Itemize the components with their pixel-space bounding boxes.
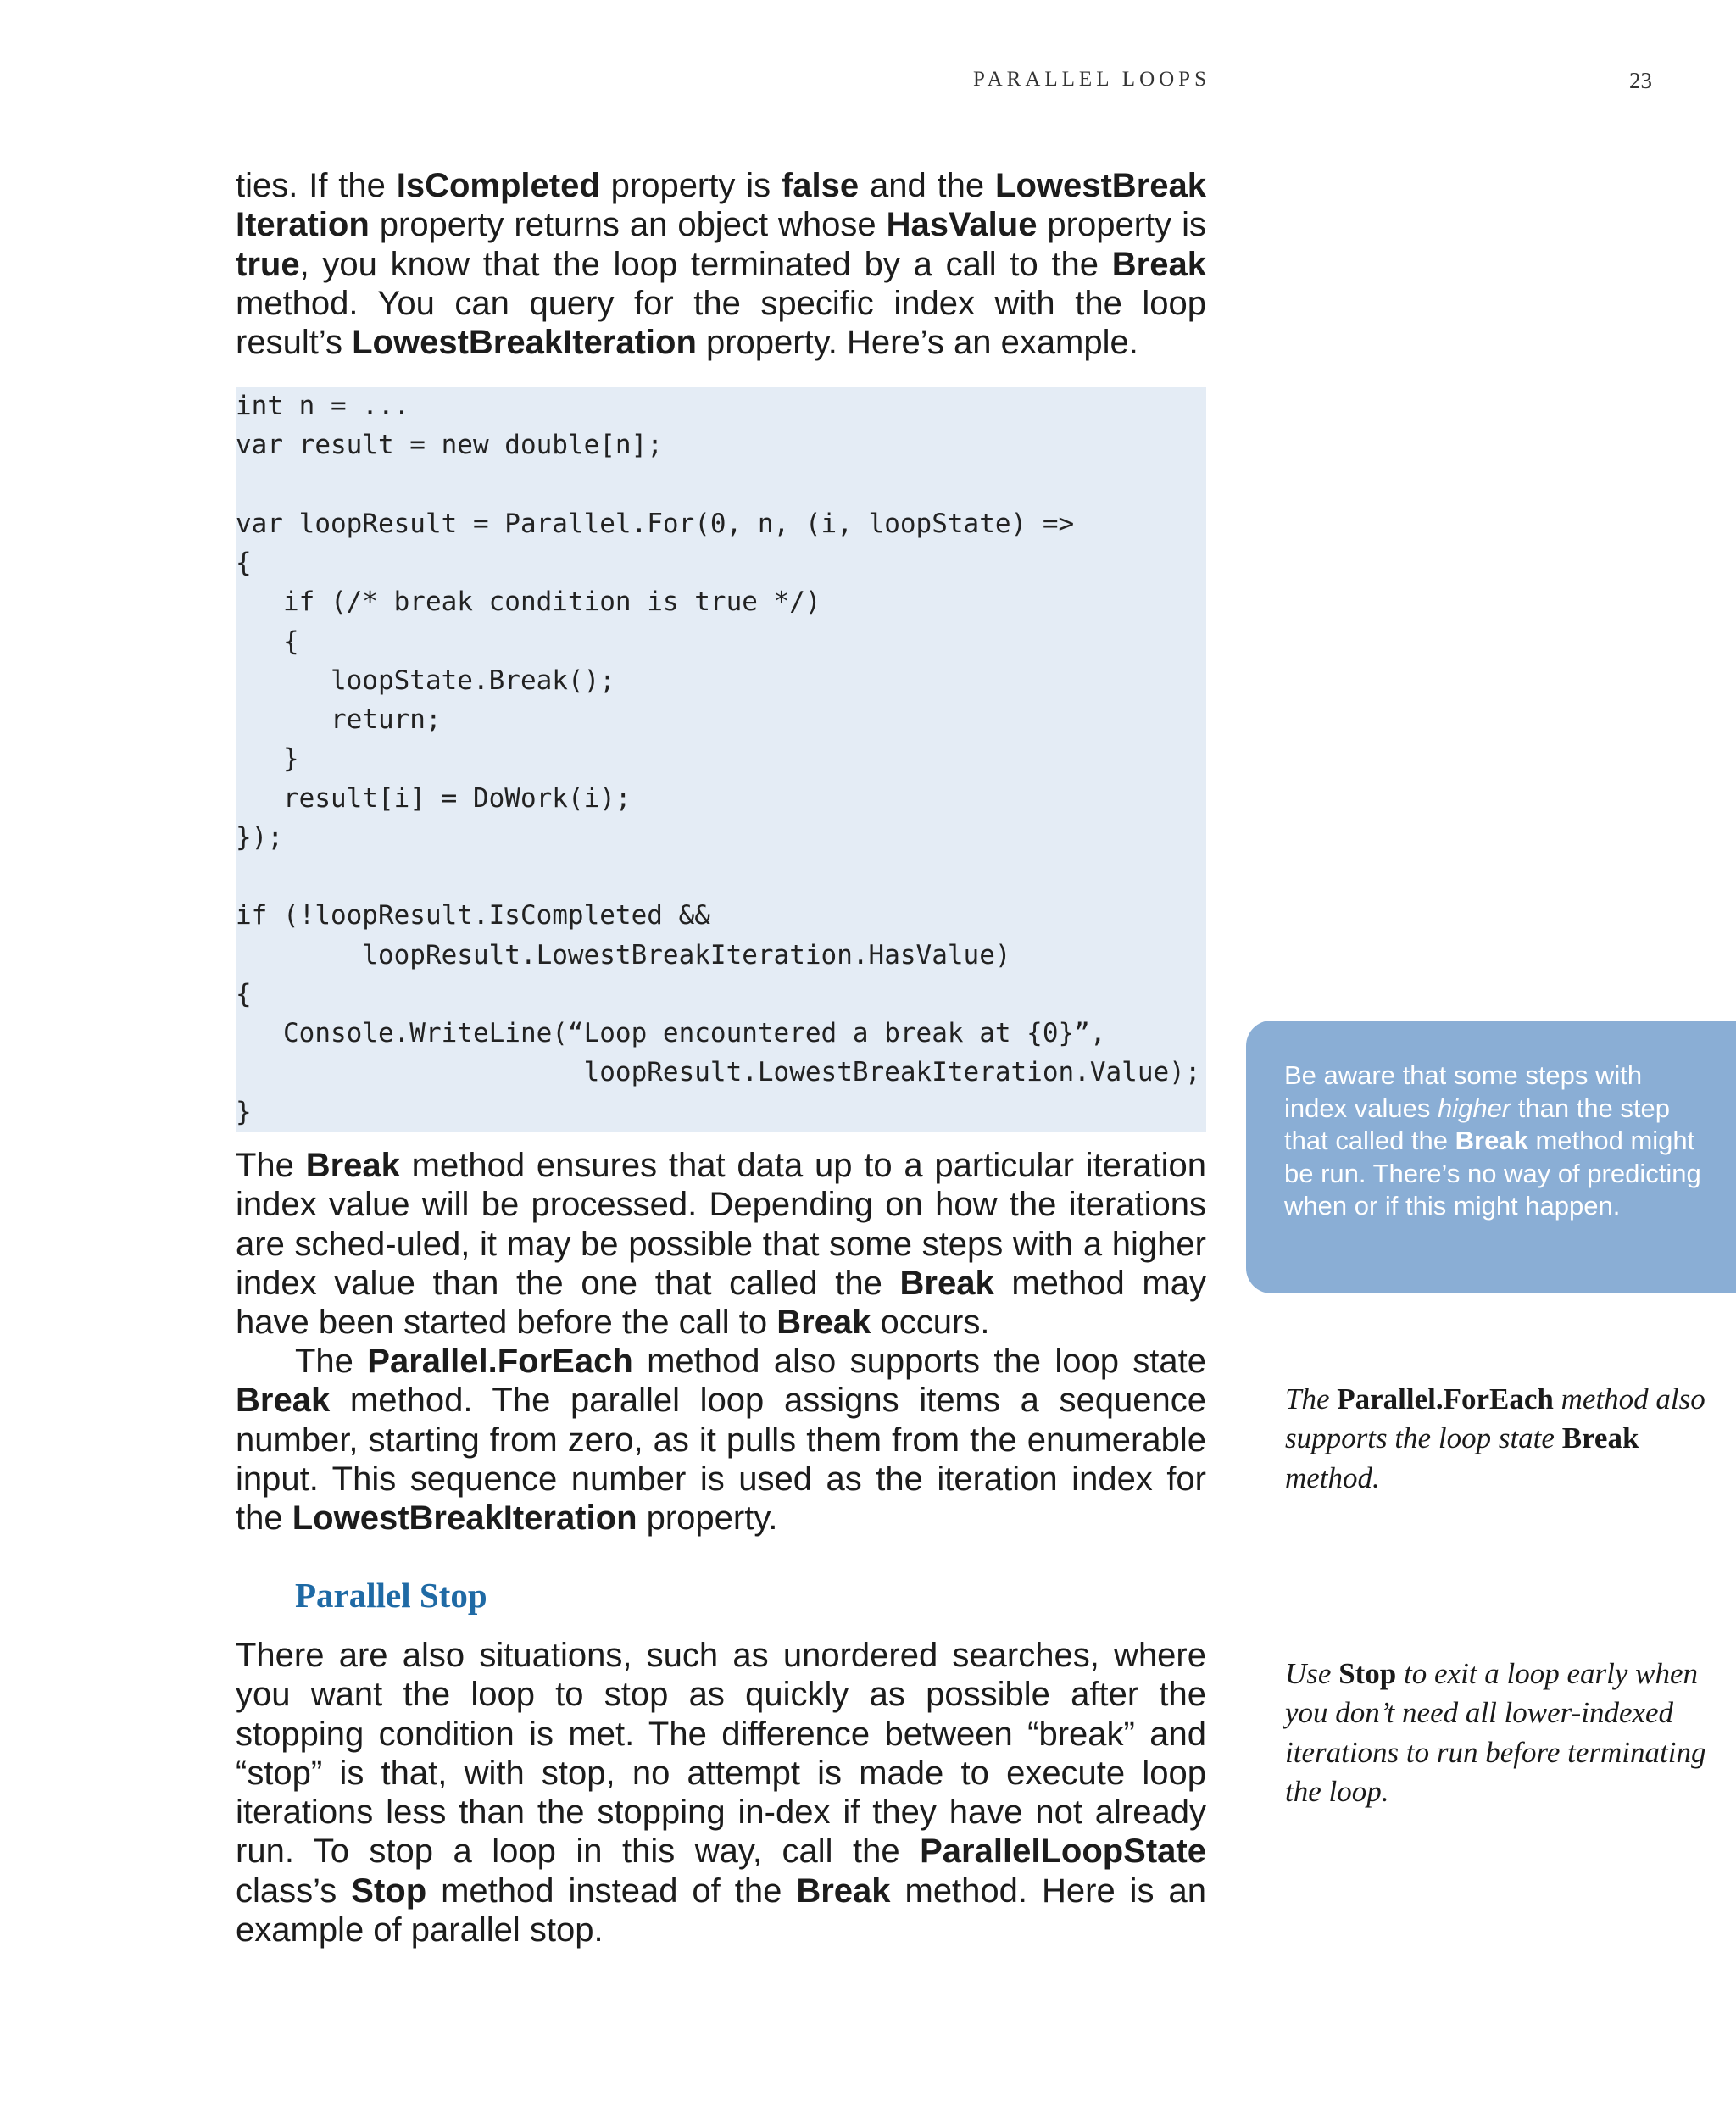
bold-term: Break bbox=[796, 1872, 891, 1910]
bold-term: IsCompleted bbox=[396, 167, 600, 204]
code-line: { bbox=[236, 978, 252, 1009]
bold-term: LowestBreakIteration bbox=[352, 324, 697, 362]
bold-term: Break bbox=[899, 1264, 994, 1302]
bold-term: ParallelLoopState bbox=[920, 1833, 1206, 1871]
code-line: Console.WriteLine(“Loop encountered a break at {0}”, bbox=[236, 1018, 1106, 1048]
page-number: 23 bbox=[1629, 68, 1652, 93]
bold-term: Stop bbox=[1338, 1657, 1397, 1690]
code-line: { bbox=[236, 548, 252, 578]
bold-term: Break bbox=[776, 1304, 871, 1342]
bold-term: true bbox=[236, 245, 300, 283]
code-line: loopResult.LowestBreakIteration.HasValue) bbox=[236, 939, 1011, 971]
bold-term: Break bbox=[236, 1382, 331, 1420]
code-line: loopState.Break(); bbox=[236, 665, 615, 696]
bold-term: Break bbox=[305, 1147, 400, 1184]
bold-term: HasValue bbox=[886, 206, 1038, 244]
margin-note: The Parallel.ForEach method also supports the loop state Break method. bbox=[1285, 1382, 1705, 1494]
bold-term: Stop bbox=[351, 1872, 427, 1910]
code-line: loopResult.LowestBreakIteration.Value); bbox=[236, 1057, 1201, 1088]
body-paragraph: There are also situations, such as unordered searches, where you want the loop to stop as quickly as possible after the stopping condition is met. The difference between “break” and “stop” is that, with stop, no attempt is made to execute loop iterations less than the stopping in-dex if they have not already run. To stop a loop in this way, call the ParallelLoopState class’s Stop method instead of the Break method. Here is an example of parallel stop. bbox=[236, 1637, 1206, 1949]
bold-term: Parallel.ForEach bbox=[1337, 1382, 1554, 1415]
body-paragraph: The Break method ensures that data up to a particular iteration index value will be processed. Depending on how the iterations are sched-uled, it may be possible that some steps with a higher index value than the one that called the Break method may have been started before the call to Break occurs. bbox=[236, 1147, 1206, 1342]
code-line: } bbox=[236, 743, 299, 775]
running-head: PARALLEL LOOPS bbox=[973, 68, 1210, 91]
italic-term: higher bbox=[1437, 1093, 1511, 1123]
code-line: if (!loopResult.IsCompleted && bbox=[236, 900, 710, 932]
body-paragraph: ties. If the IsCompleted property is false and the LowestBreak Iteration property returns an object whose HasValue property is true, you know that the loop terminated by a call to the Break method. You can query for the specific index with the loop result’s LowestBreakIteration property. Here’s an example. bbox=[236, 167, 1206, 362]
bold-term: LowestBreak Iteration bbox=[236, 167, 1206, 244]
code-line bbox=[236, 857, 1206, 896]
bold-term: Break bbox=[1561, 1421, 1639, 1455]
bold-term: Break bbox=[1455, 1126, 1528, 1155]
code-line: { bbox=[236, 626, 299, 657]
code-line: return; bbox=[236, 704, 442, 735]
bold-term: LowestBreakIteration bbox=[292, 1499, 637, 1538]
bold-term: Parallel.ForEach bbox=[367, 1343, 633, 1380]
code-line bbox=[236, 465, 1206, 504]
code-line: if (/* break condition is true */) bbox=[236, 587, 821, 618]
margin-note: Use Stop to exit a loop early when you don’t need all lower-indexed iterations to run before terminating the loop. bbox=[1285, 1657, 1706, 1808]
code-line: } bbox=[236, 1096, 252, 1127]
body-paragraph: The Parallel.ForEach method also supports the loop state Break method. The parallel loop assigns items a sequence number, starting from zero, as it pulls them from the enumerable input. This sequence number is used as the iteration index for the LowestBreakIteration property. bbox=[236, 1343, 1207, 1538]
callout-text: Be aware that some steps with index values higher than the step that called the Break method might be run. There’s no way of predicting when or if this might happen. bbox=[1284, 1060, 1701, 1221]
code-block bbox=[236, 387, 1206, 1132]
bold-term: Break bbox=[1111, 245, 1206, 283]
code-line: var result = new double[n]; bbox=[236, 430, 663, 461]
code-line: int n = ... bbox=[236, 391, 410, 421]
code-line: var loopResult = Parallel.For(0, n, (i, loopState) => bbox=[236, 508, 1075, 539]
section-heading: Parallel Stop bbox=[295, 1576, 487, 1615]
bold-term: false bbox=[781, 167, 860, 204]
code-line: }); bbox=[236, 821, 283, 853]
code-line: result[i] = DoWork(i); bbox=[236, 782, 632, 814]
